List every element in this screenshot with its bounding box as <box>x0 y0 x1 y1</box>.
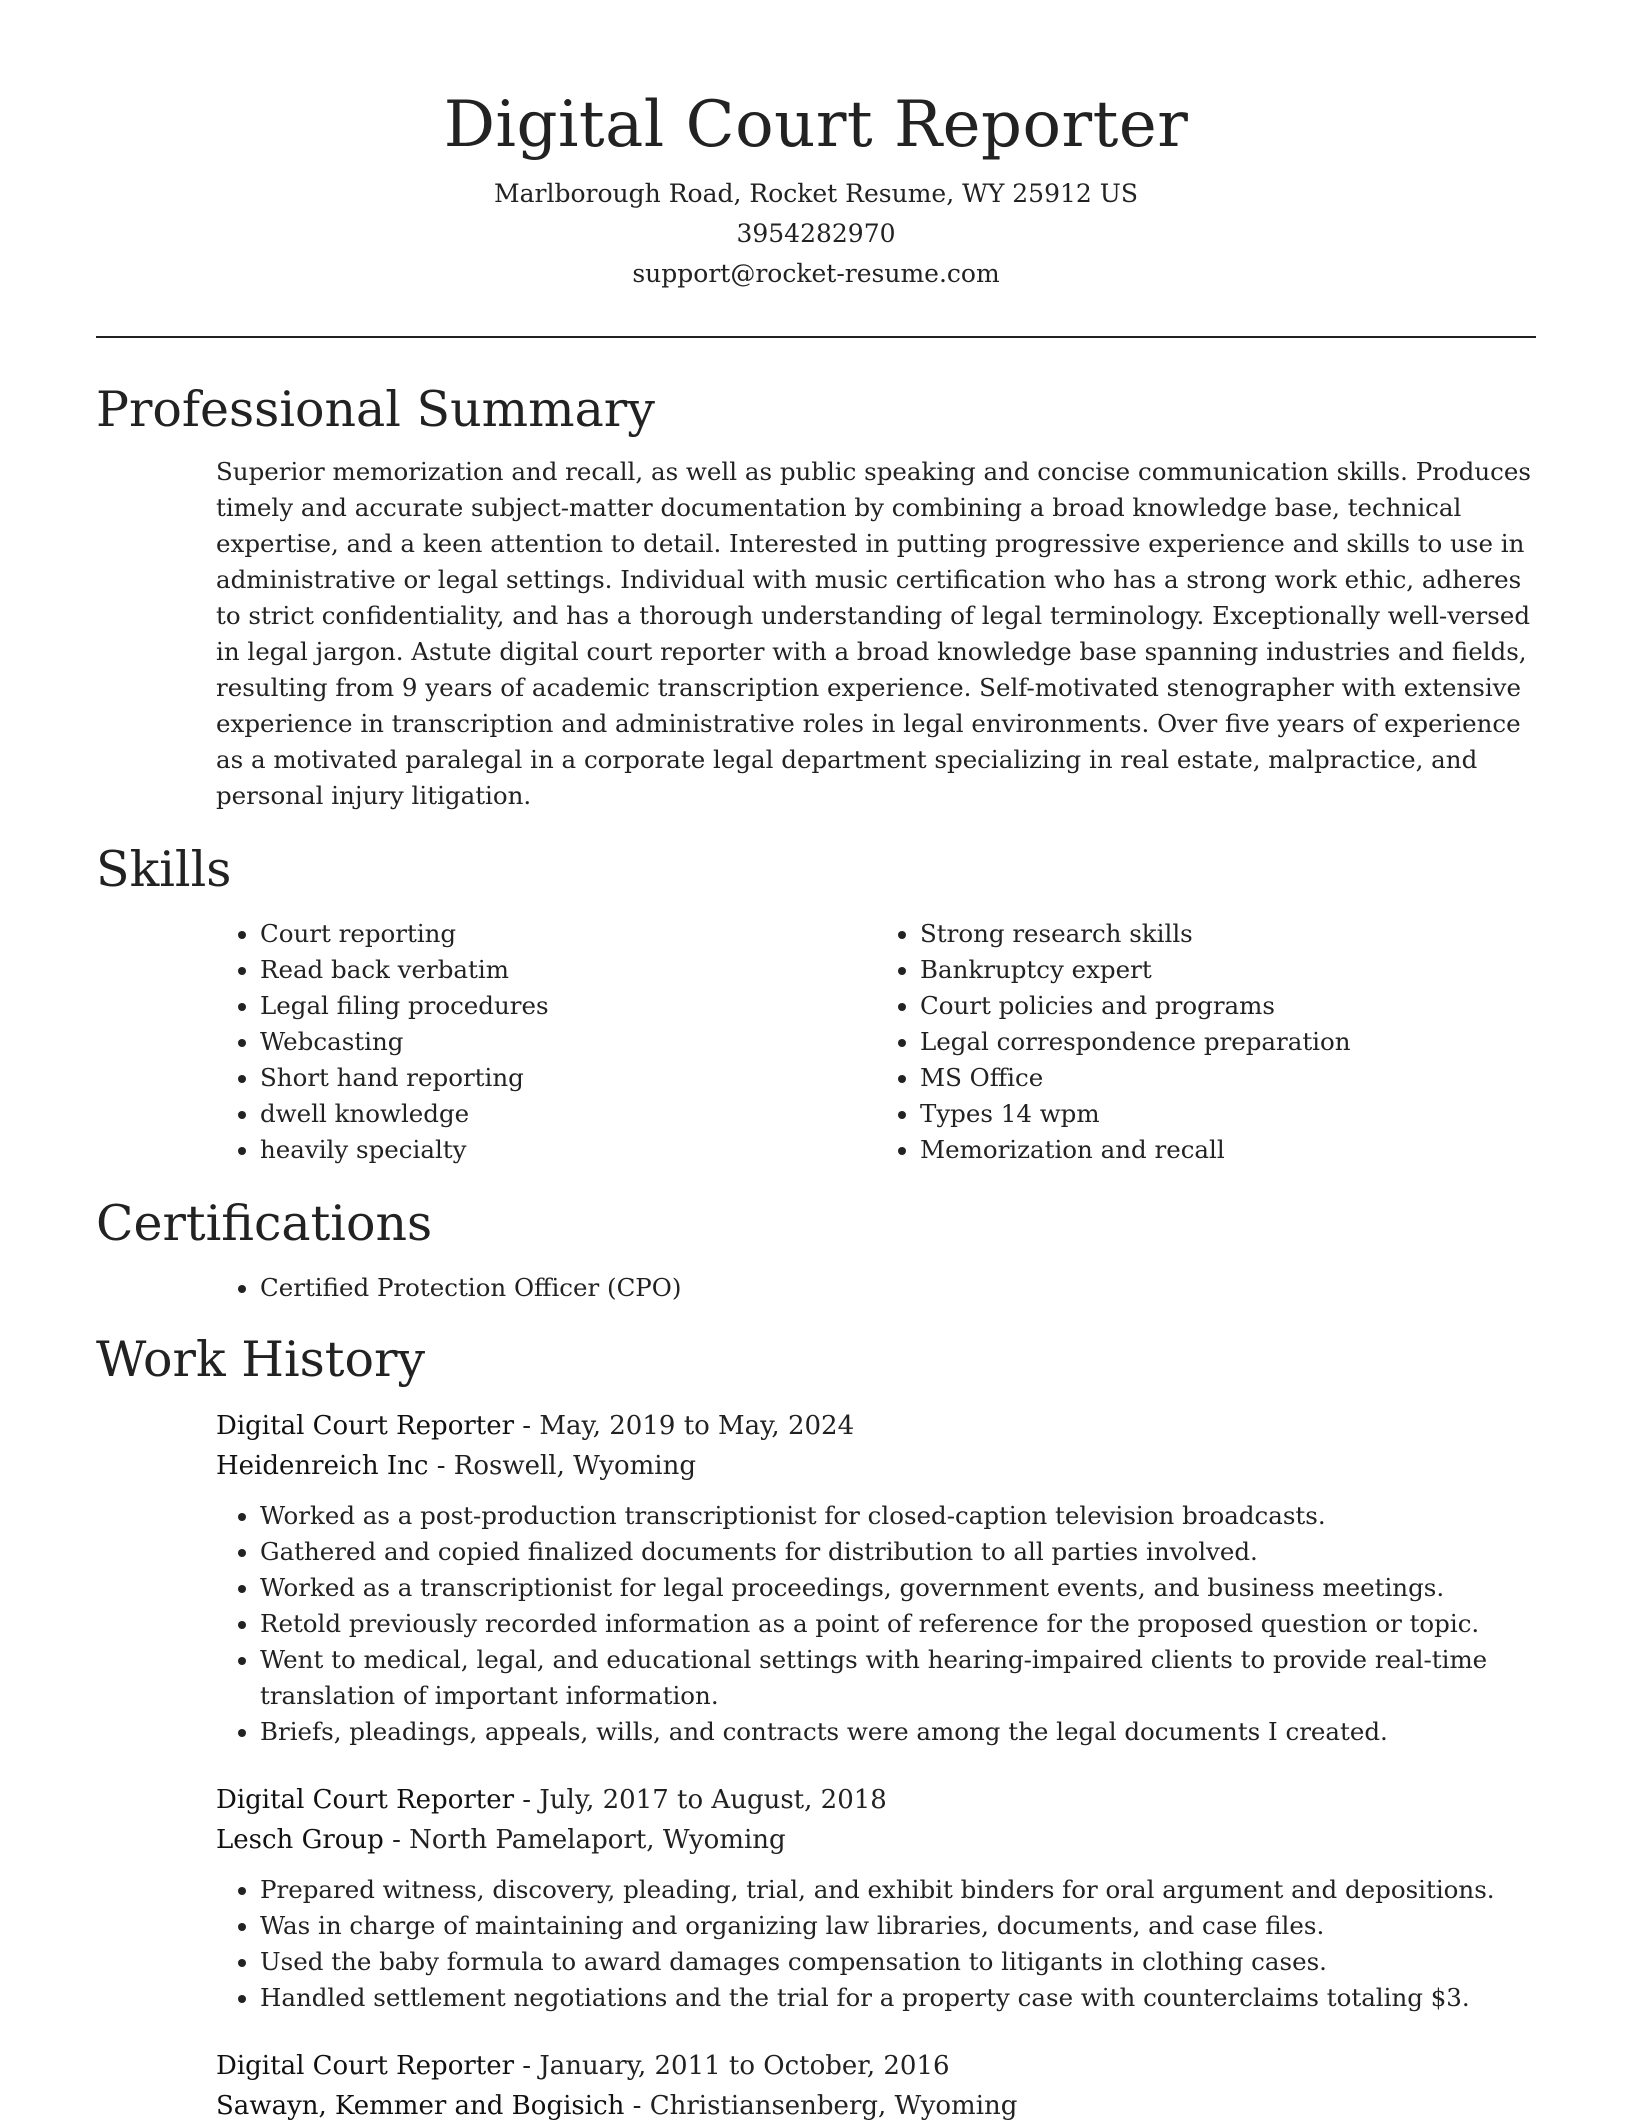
job-role: Digital Court Reporter <box>216 1411 515 1441</box>
job-duty: • Went to medical, legal, and educational settings with hearing-impaired clients to provide real-time translation of important information. <box>260 1642 1536 1714</box>
job-duty: • Briefs, pleadings, appeals, wills, and contracts were among the legal documents I created. <box>260 1714 1536 1750</box>
professional-summary-section <box>96 380 1536 814</box>
job-company: Lesch Group <box>216 1825 384 1855</box>
skill-item: • Legal correspondence preparation <box>920 1024 1536 1060</box>
job-location: Christiansenberg, Wyoming <box>649 2091 1018 2121</box>
contact-address: Marlborough Road, Rocket Resume, WY 25912 US <box>494 179 1138 208</box>
certifications-list <box>96 1270 1536 1306</box>
skill-item: • Court policies and programs <box>920 988 1536 1024</box>
job-duty: • Handled settlement negotiations and the trial for a property case with counterclaims totaling $3. <box>260 1980 1536 2016</box>
job-dates: January, 2011 to October, 2016 <box>539 2051 950 2081</box>
job-duty: • Gathered and copied finalized documents for distribution to all parties involved. <box>260 1534 1536 1570</box>
skills-list-right <box>876 916 1536 1168</box>
job-company-line: Sawayn, Kemmer and Bogisich - Christiansenberg, Wyoming <box>216 2091 1018 2121</box>
job-duties-list <box>96 1498 1536 1750</box>
certifications-section <box>96 1194 1536 1306</box>
skill-item: • Webcasting <box>260 1024 876 1060</box>
section-title-summary: Professional Summary <box>96 381 655 438</box>
job-role: Digital Court Reporter <box>216 2051 515 2081</box>
job-duty: • Was in charge of maintaining and organizing law libraries, documents, and case files. <box>260 1908 1536 1944</box>
job-title-line: Digital Court Reporter - May, 2019 to May, 2024 <box>216 1411 855 1441</box>
job-duty: • Worked as a post-production transcriptionist for closed-caption television broadcasts. <box>260 1498 1536 1534</box>
certification-item: • Certified Protection Officer (CPO) <box>260 1270 1536 1306</box>
job-company-line: Lesch Group - North Pamelaport, Wyoming <box>216 1825 786 1855</box>
skill-item: • Legal filing procedures <box>260 988 876 1024</box>
job-duty: • Worked as a transcriptionist for legal proceedings, government events, and business meetings. <box>260 1570 1536 1606</box>
resume-header <box>96 0 1536 294</box>
section-title-skills: Skills <box>96 841 232 898</box>
skill-item: • Short hand reporting <box>260 1060 876 1096</box>
job-duties-list <box>96 1872 1536 2016</box>
job-duty: • Retold previously recorded information as a point of reference for the proposed question or topic. <box>260 1606 1536 1642</box>
contact-email: support@rocket-resume.com <box>632 259 1000 288</box>
skills-list-left <box>96 916 876 1168</box>
job-company-line: Heidenreich Inc - Roswell, Wyoming <box>216 1451 696 1481</box>
job-entry <box>96 2046 1536 2126</box>
job-dates: May, 2019 to May, 2024 <box>539 1411 855 1441</box>
skill-item: • dwell knowledge <box>260 1096 876 1132</box>
skill-item: • Strong research skills <box>920 916 1536 952</box>
work-history-section <box>96 1330 1536 2126</box>
section-title-work-history: Work History <box>96 1331 426 1388</box>
contact-info <box>96 174 1536 294</box>
job-location: Roswell, Wyoming <box>453 1451 696 1481</box>
job-entry <box>96 1780 1536 2016</box>
header-divider <box>96 336 1536 338</box>
skill-item: • Read back verbatim <box>260 952 876 988</box>
skill-item: • Court reporting <box>260 916 876 952</box>
skill-item: • heavily specialty <box>260 1132 876 1168</box>
work-history-list <box>96 1406 1536 2126</box>
job-title-line: Digital Court Reporter - July, 2017 to August, 2018 <box>216 1785 887 1815</box>
skills-grid <box>96 916 1536 1168</box>
section-title-certifications: Certifications <box>96 1195 433 1252</box>
job-duty: • Used the baby formula to award damages compensation to litigants in clothing cases. <box>260 1944 1536 1980</box>
job-title-line: Digital Court Reporter - January, 2011 to October, 2016 <box>216 2051 950 2081</box>
job-company: Sawayn, Kemmer and Bogisich <box>216 2091 625 2121</box>
skill-item: • MS Office <box>920 1060 1536 1096</box>
skills-section <box>96 840 1536 1168</box>
skill-item: • Types 14 wpm <box>920 1096 1536 1132</box>
skill-item: • Memorization and recall <box>920 1132 1536 1168</box>
job-company: Heidenreich Inc <box>216 1451 429 1481</box>
contact-phone: 3954282970 <box>736 219 896 248</box>
candidate-name: Digital Court Reporter <box>443 88 1189 162</box>
skill-item: • Bankruptcy expert <box>920 952 1536 988</box>
job-dates: July, 2017 to August, 2018 <box>539 1785 887 1815</box>
job-duty: • Prepared witness, discovery, pleading, trial, and exhibit binders for oral argument and depositions. <box>260 1872 1536 1908</box>
summary-text: Superior memorization and recall, as well as public speaking and concise communication skills. Produces timely and accurate subject-matter documentation by combining a broad knowledge base, technical expertise, and a keen attention to detail. Interested in putting progressive experience and skills to use in administrative or legal settings. Individual with music certification who has a strong work ethic, adheres to strict confidentiality, and has a thorough understanding of legal terminology. Exceptionally well-versed in legal jargon. Astute digital court reporter with a broad knowledge base spanning industries and fields, resulting from 9 years of academic transcription experience. Self-motivated stenographer with extensive experience in transcription and administrative roles in legal environments. Over five years of experience as a motivated paralegal in a corporate legal department specializing in real estate, malpractice, and personal injury litigation. <box>216 457 1531 810</box>
job-role: Digital Court Reporter <box>216 1785 515 1815</box>
job-location: North Pamelaport, Wyoming <box>409 1825 786 1855</box>
job-entry <box>96 1406 1536 1750</box>
